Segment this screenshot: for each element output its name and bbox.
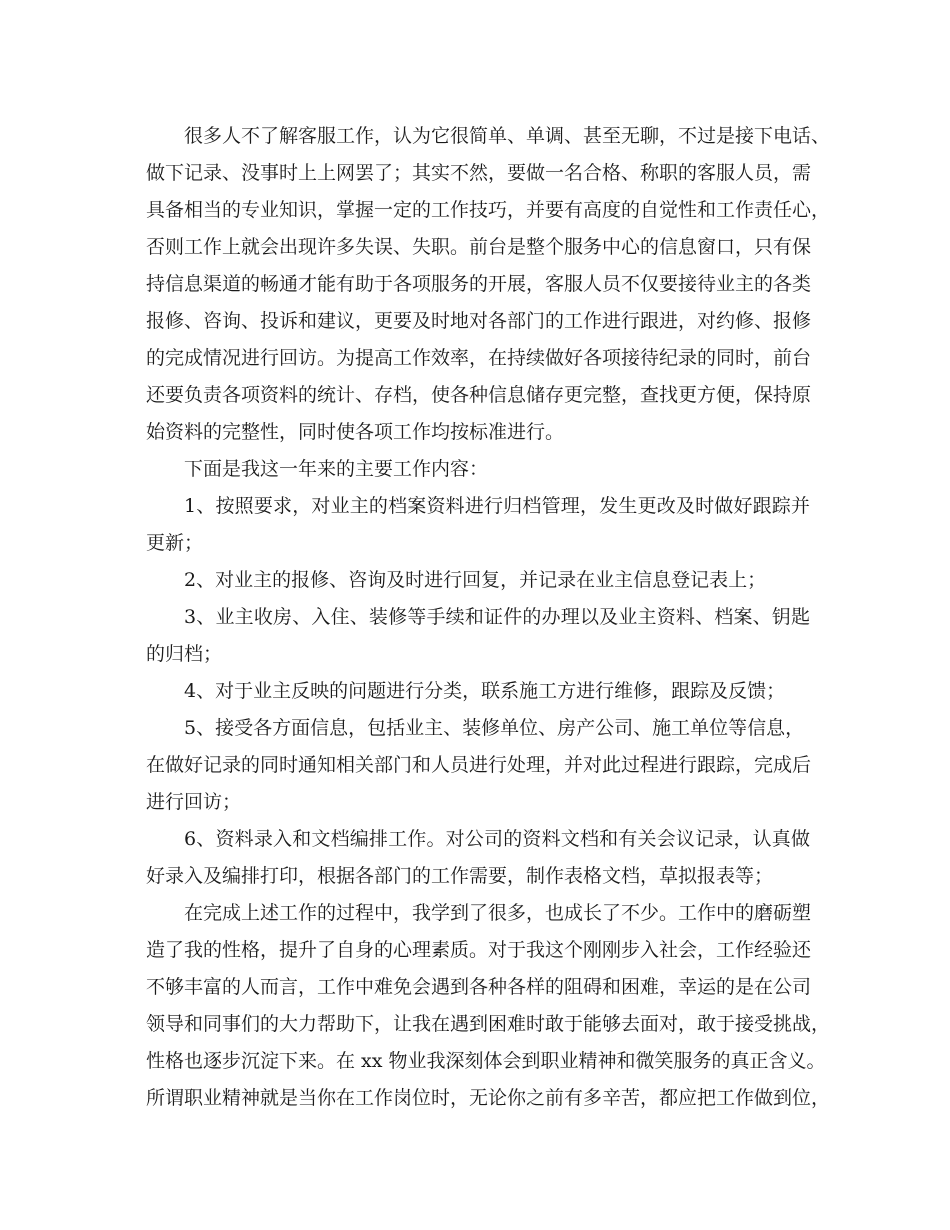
list-item-line: 的归档；: [146, 643, 223, 665]
list-item-line: 在做好记录的同时通知相关部门和人员进行处理，并对此过程进行跟踪，完成后: [146, 754, 812, 776]
paragraph-line: 的完成情况进行回访。为提高工作效率，在持续做好各项接待纪录的同时，前台: [146, 347, 812, 369]
list-item-line: 3、业主收房、入住、装修等手续和证件的办理以及业主资料、档案、钥匙: [184, 606, 810, 628]
list-item-line: 1、按照要求，对业主的档案资料进行归档管理，发生更改及时做好跟踪并: [184, 495, 810, 517]
paragraph-line: 所谓职业精神就是当你在工作岗位时，无论你之前有多辛苦，都应把工作做到位，: [146, 1087, 831, 1109]
list-item-line: 6、资料录入和文档编排工作。对公司的资料文档和有关会议记录，认真做: [184, 828, 810, 850]
paragraph-line: 性格也逐步沉淀下来。在 xx 物业我深刻体会到职业精神和微笑服务的真正含义。: [146, 1050, 826, 1072]
paragraph-line: 不够丰富的人而言，工作中难免会遇到各种各样的阻碍和困难，幸运的是在公司: [146, 976, 812, 998]
list-item-line: 好录入及编排打印，根据各部门的工作需要，制作表格文档，草拟报表等；: [146, 865, 774, 887]
paragraph-line: 很多人不了解客服工作，认为它很简单、单调、甚至无聊，不过是接下电话、: [184, 125, 831, 147]
paragraph-line: 领导和同事们的大力帮助下，让我在遇到困难时敢于能够去面对，敢于接受挑战，: [146, 1013, 831, 1035]
list-item-line: 2、对业主的报修、咨询及时进行回复，并记录在业主信息登记表上；: [184, 569, 767, 591]
paragraph-line: 持信息渠道的畅通才能有助于各项服务的开展，客服人员不仅要接待业主的各类: [146, 273, 812, 295]
paragraph-line: 做下记录、没事时上上网罢了；其实不然，要做一名合格、称职的客服人员，需: [146, 162, 812, 184]
paragraph-line: 否则工作上就会出现许多失误、失职。前台是整个服务中心的信息窗口，只有保: [146, 236, 812, 258]
body-text: [146, 118, 831, 1117]
paragraph-line: 具备相当的专业知识，掌握一定的工作技巧，并要有高度的自觉性和工作责任心，: [146, 199, 831, 221]
list-item-line: 更新；: [146, 532, 204, 554]
paragraph-line: 报修、咨询、投诉和建议，更要及时地对各部门的工作进行跟进，对约修、报修: [146, 310, 812, 332]
paragraph-line: 还要负责各项资料的统计、存档，使各种信息储存更完整，查找更方便，保持原: [146, 384, 812, 406]
list-item-line: 进行回访；: [146, 791, 242, 813]
list-item-line: 4、对于业主反映的问题进行分类，联系施工方进行维修，跟踪及反馈；: [184, 680, 786, 702]
paragraph-line: 在完成上述工作的过程中，我学到了很多，也成长了不少。工作中的磨砺塑: [184, 902, 812, 924]
list-item-line: 5、接受各方面信息，包括业主、装修单位、房产公司、施工单位等信息，: [184, 717, 805, 739]
section-intro-line: 下面是我这一年来的主要工作内容：: [184, 458, 489, 480]
paragraph-line: 造了我的性格，提升了自身的心理素质。对于我这个刚刚步入社会，工作经验还: [146, 939, 812, 961]
paragraph-line: 始资料的完整性，同时使各项工作均按标准进行。: [146, 421, 565, 443]
